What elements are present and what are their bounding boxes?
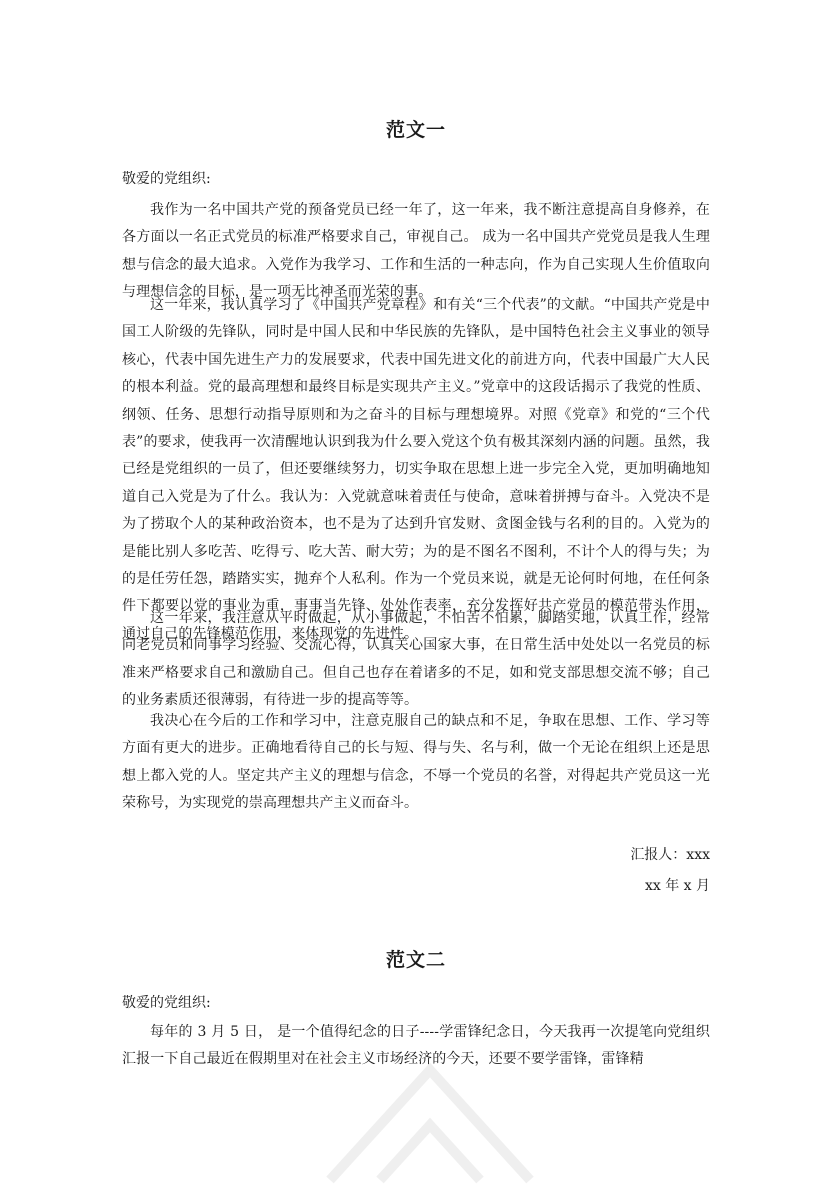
essay1-reporter: 汇报人：xxx [630,847,710,863]
essay1-title: 范文一 [385,119,446,141]
essay2-paragraph-1: 每年的 3 月 5 日， 是一个值得纪念的日子----学雷锋纪念日，今天我再一次提笔向党组织汇报一下自己最近在假期里对在社会主义市场经济的今天，还要不要学雷锋，雷锋精 [122,1024,710,1068]
essay1-salutation: 敬爱的党组织: [122,171,211,187]
essay2-title: 范文二 [385,949,446,971]
essay1-paragraph-1: 我作为一名中国共产党的预备党员已经一年了，这一年来，我不断注意提高自身修养，在各方面以一名正式党员的标准严格要求自己，审视自己。 成为一名中国共产党党员是我人生理想与信念的最大追求。入党作为我学习、工作和生活的一种志向，作为自己实现人生价值取向与理想信念的目标，是一项无比神圣而光荣的事。 [122,202,710,301]
essay1-paragraph-3: 这一年来，我注意从平时做起，从小事做起，不怕苦不怕累，脚踏实地，认真工作，经常向老党员和同事学习经验、交流心得，认真关心国家大事，在日常生活中处处以一名党员的标准来严格要求自己和激励自己。但自己也存在着诸多的不足，如和党支部思想交流不够；自己的业务素质还很薄弱，有待进一步的提高等等。 [122,610,710,709]
essay1-paragraph-4: 我决心在今后的工作和学习中，注意克服自己的缺点和不足，争取在思想、工作、学习等方面有更大的进步。正确地看待自己的长与短、得与失、名与利，做一个无论在组织上还是思想上都入党的人。坚定共产主义的理想与信念，不辱一个党员的名誉，对得起共产党员这一光荣称号，为实现党的崇高理想共产主义而奋斗。 [122,713,710,812]
essay2-salutation: 敬爱的党组织: [122,995,211,1011]
essay1-paragraph-2: 这一年来，我认真学习了《中国共产党章程》和有关“三个代表”的文献。“中国共产党是中国工人阶级的先锋队，同时是中国人民和中华民族的先锋队，是中国特色社会主义事业的领导核心，代表中国先进生产力的发展要求，代表中国先进文化的前进方向，代表中国最广大人民的根本利益。党的最高理想和最终目标是实现共产主义。”党章中的这段话揭示了我党的性质、纲领、任务、思想行动指导原则和为之奋斗的目标与理想境界。对照《党章》和党的“三个代表”的要求，使我再一次清醒地认识到我为什么要入党这个负有极其深刻内涵的问题。虽然，我已经是党组织的一员了，但还要继续努力，切实争取在思想上进一步完全入党，更加明确地知道自己入党是为了什么。我认为：入党就意味着责任与使命，意味着拼搏与奋斗。入党决不是为了捞取个人的某种政治资本，也不是为了达到升官发财、贪图金钱与名利的目的。入党为的是能比别人多吃苦、吃得亏、吃大苦、耐大劳；为的是不图名不图利，不计个人的得与失；为的是任劳任怨，踏踏实实，抛弃个人私利。作为一个党员来说，就是无论何时何地，在任何条件下都要以党的事业为重，事事当先锋、处处作表率，充分发挥好共产党员的模范带头作用，通过自己的先锋模范作用，来体现党的先进性。 [122,297,710,642]
essay1-date: xx 年 x 月 [644,878,710,894]
